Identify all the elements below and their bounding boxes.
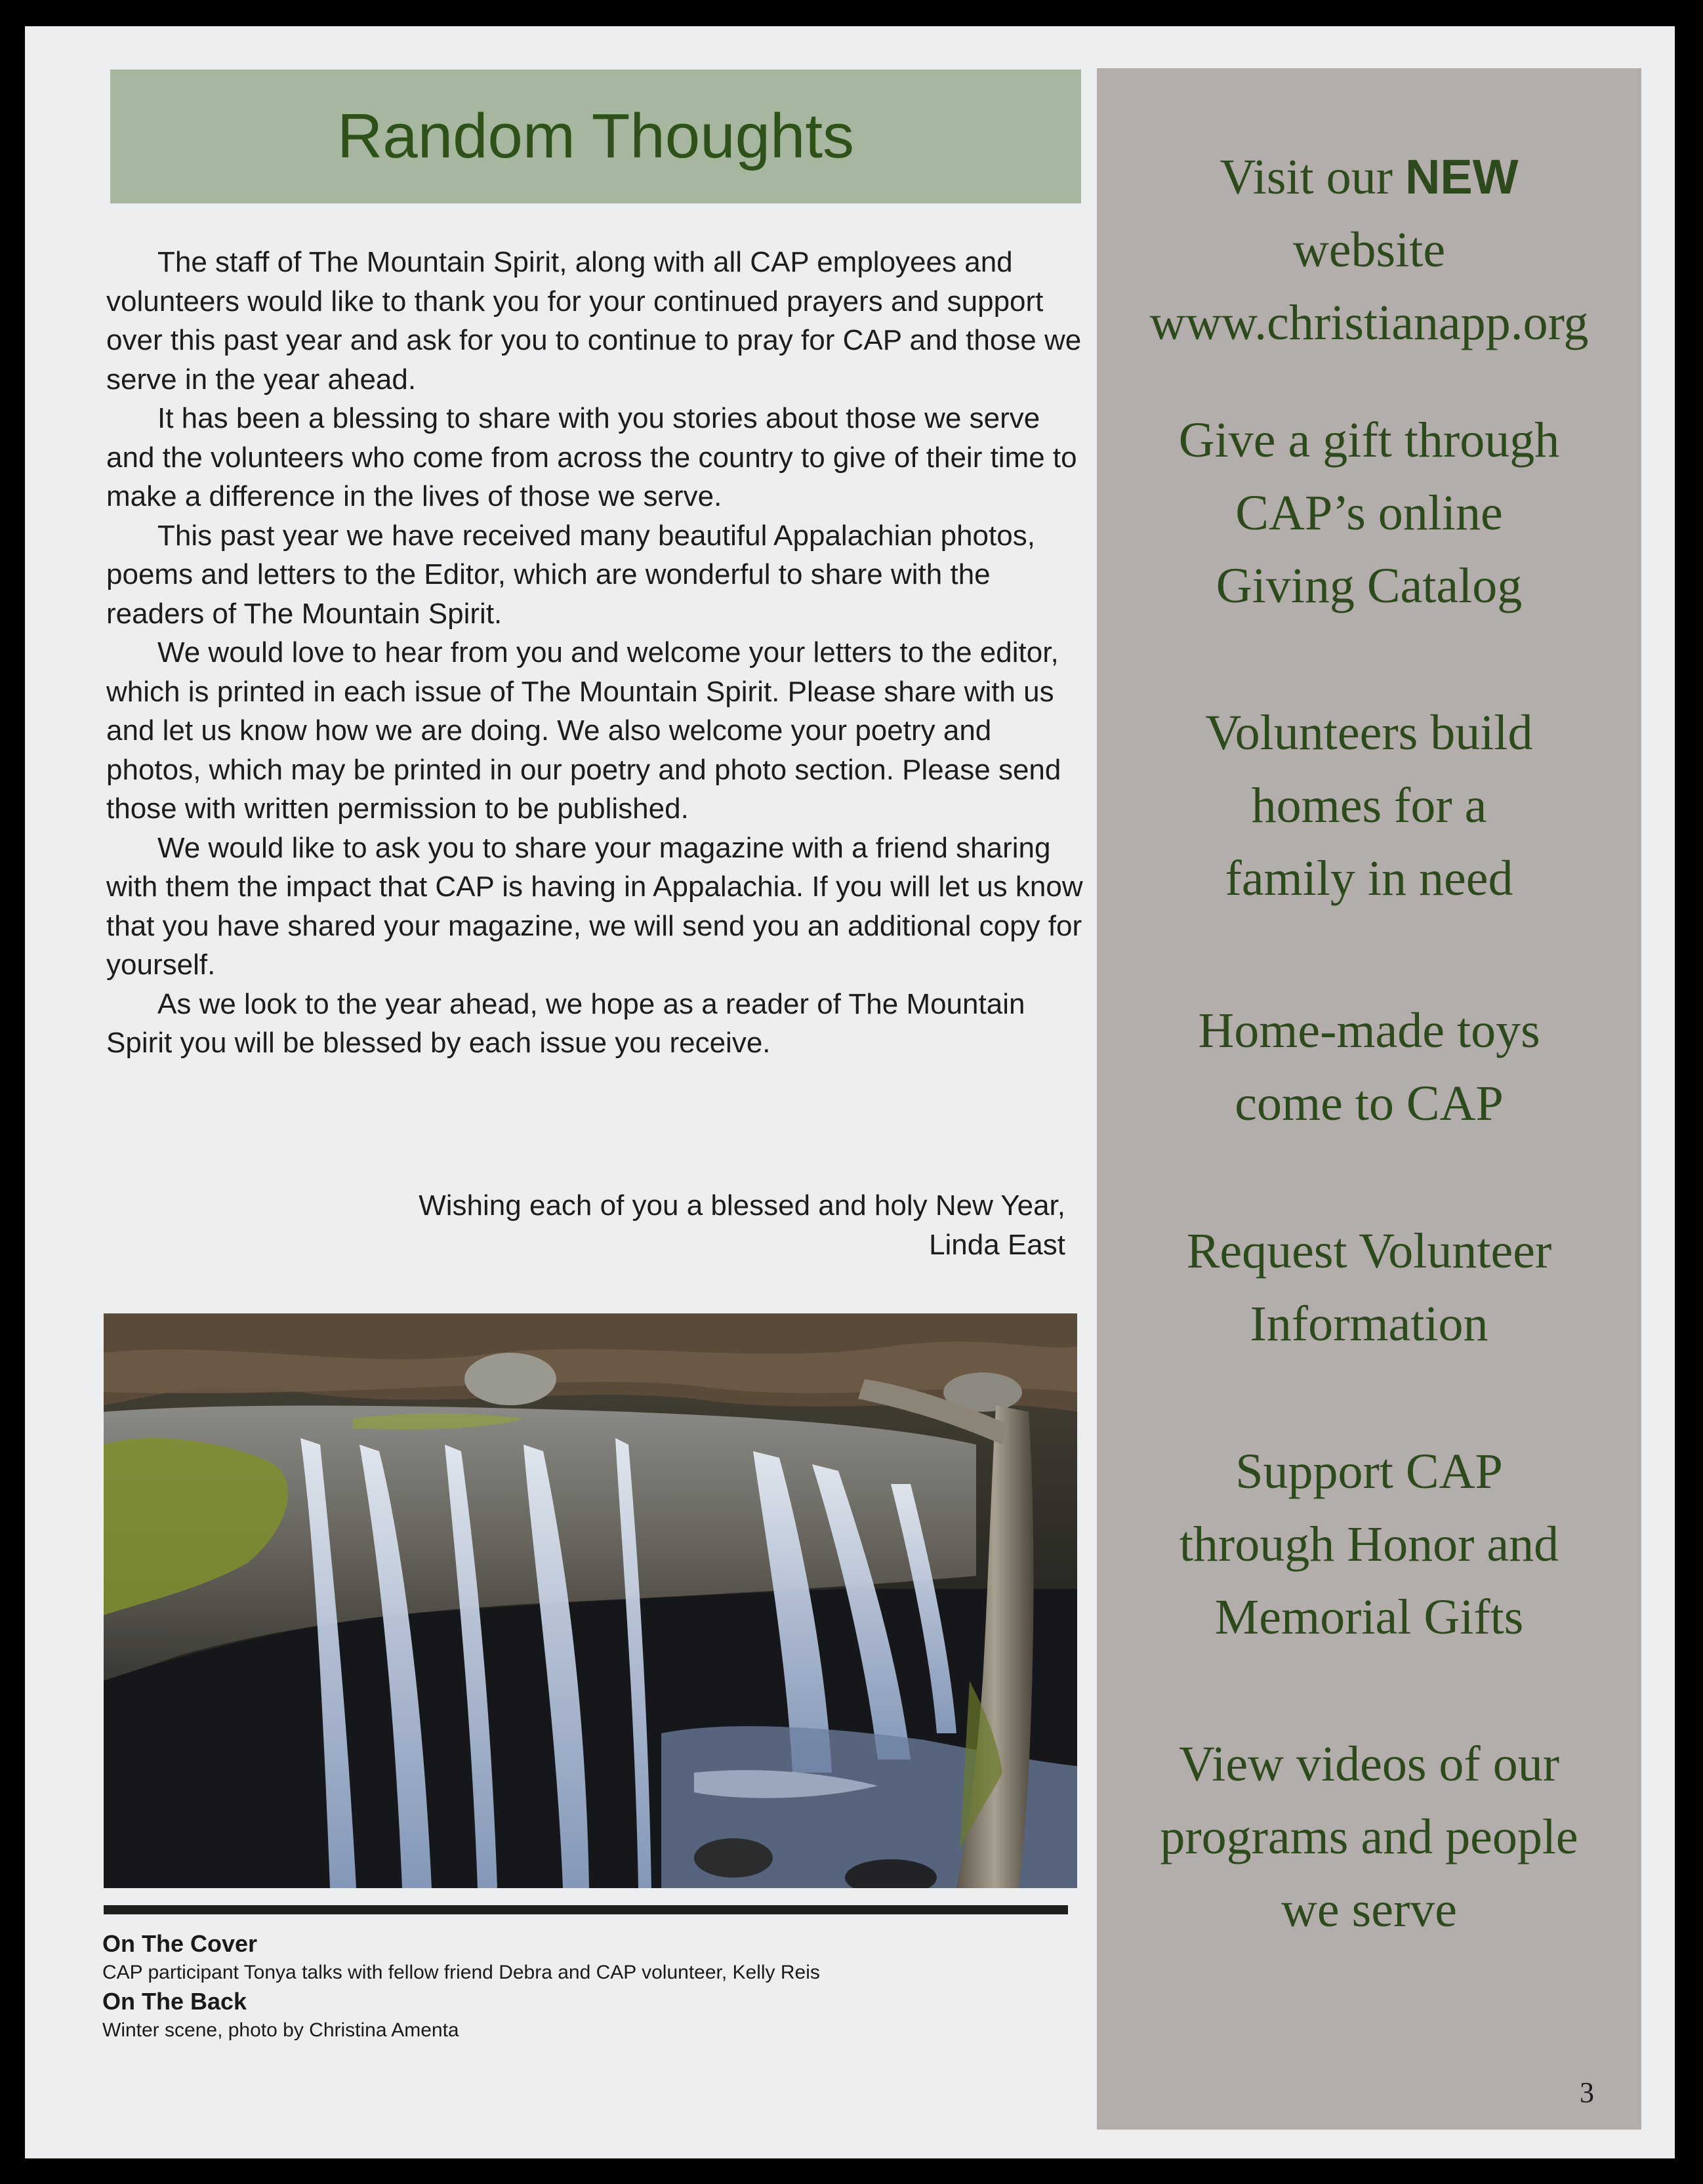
giving-line3: Giving Catalog xyxy=(1216,558,1523,613)
article-paragraph: We would like to ask you to share your magazine with a friend sharing with them the impact that CAP is having in Appalachia. If you will let us know that you have shared your magazine, we will send you an additional copy for yourself. xyxy=(106,831,1083,981)
back-caption-text: Winter scene, photo by Christina Amenta xyxy=(102,2019,459,2041)
website-new-badge: NEW xyxy=(1405,150,1519,204)
title-banner xyxy=(110,70,1081,203)
back-caption-heading: On The Back xyxy=(102,1988,247,2015)
page-title: Random Thoughts xyxy=(337,101,855,171)
cover-caption-heading: On The Cover xyxy=(102,1930,258,1957)
support-line2: through Honor and xyxy=(1179,1517,1559,1572)
closing-line: Wishing each of you a blessed and holy New Year, xyxy=(419,1189,1065,1222)
volunteers-line1: Volunteers build xyxy=(1205,705,1533,760)
waterfall-photo xyxy=(104,1313,1077,1888)
sidebar-homemade-toys[interactable] xyxy=(1097,995,1641,1140)
giving-line2: CAP’s online xyxy=(1235,485,1503,541)
volunteers-line2: homes for a xyxy=(1251,778,1487,833)
article-paragraph: It has been a blessing to share with you stories about those we serve and the volunteers who come from across the country to give of their time to make a difference in the lives of those we serve. xyxy=(106,402,1077,512)
sidebar-giving-catalog[interactable] xyxy=(1097,404,1641,623)
giving-line1: Give a gift through xyxy=(1178,413,1560,468)
website-word: website xyxy=(1292,222,1446,278)
support-line3: Memorial Gifts xyxy=(1214,1590,1524,1645)
sidebar-website[interactable] xyxy=(1097,140,1641,360)
sidebar xyxy=(1097,68,1641,2130)
support-line1: Support CAP xyxy=(1235,1444,1503,1499)
signoff xyxy=(106,1186,1065,1265)
sidebar-volunteers-build[interactable] xyxy=(1097,697,1641,915)
website-url[interactable]: www.christianapp.org xyxy=(1149,295,1589,350)
sidebar-view-videos[interactable] xyxy=(1097,1728,1641,1947)
toys-line2: come to CAP xyxy=(1235,1076,1504,1131)
volunteers-line3: family in need xyxy=(1225,851,1513,906)
article-paragraph: This past year we have received many beautiful Appalachian photos, poems and letters to the Editor, which are wonderful to share with the readers of The Mountain Spirit. xyxy=(106,519,1035,630)
request-line2: Information xyxy=(1250,1296,1488,1351)
article-paragraph: We would love to hear from you and welcome your letters to the editor, which is printed in each issue of The Mountain Spirit. Please share with us and let us know how we are doing. We also welcome your poetry and photos, which may be printed in our poetry and photo section. Please send those with written permission to be published. xyxy=(106,636,1061,825)
request-line1: Request Volunteer xyxy=(1186,1224,1552,1279)
sidebar-request-volunteer[interactable] xyxy=(1097,1215,1641,1361)
cover-caption-text: CAP participant Tonya talks with fellow friend Debra and CAP volunteer, Kelly Reis xyxy=(102,1962,820,1983)
website-line1 xyxy=(1097,140,1641,214)
magazine-page xyxy=(25,26,1675,2158)
article-paragraph: As we look to the year ahead, we hope as a reader of The Mountain Spirit you will be blessed by each issue you receive. xyxy=(106,987,1025,1059)
page-number: 3 xyxy=(1580,2076,1594,2109)
signature: Linda East xyxy=(929,1229,1065,1261)
article-paragraph: The staff of The Mountain Spirit, along with all CAP employees and volunteers would like to thank you for your continued prayers and support over this past year and ask for you to continue to pray for CAP and those we serve in the year ahead. xyxy=(106,246,1082,396)
article-body xyxy=(106,243,1090,1063)
sidebar-honor-memorial[interactable] xyxy=(1097,1435,1641,1654)
photo-captions xyxy=(102,1929,1073,2044)
videos-line1: View videos of our xyxy=(1178,1737,1560,1792)
toys-line1: Home-made toys xyxy=(1198,1003,1540,1058)
caption-divider xyxy=(104,1905,1068,1914)
website-pre: Visit our xyxy=(1220,150,1393,205)
videos-line2: programs and people xyxy=(1160,1809,1578,1865)
videos-line3: we serve xyxy=(1281,1882,1457,1937)
